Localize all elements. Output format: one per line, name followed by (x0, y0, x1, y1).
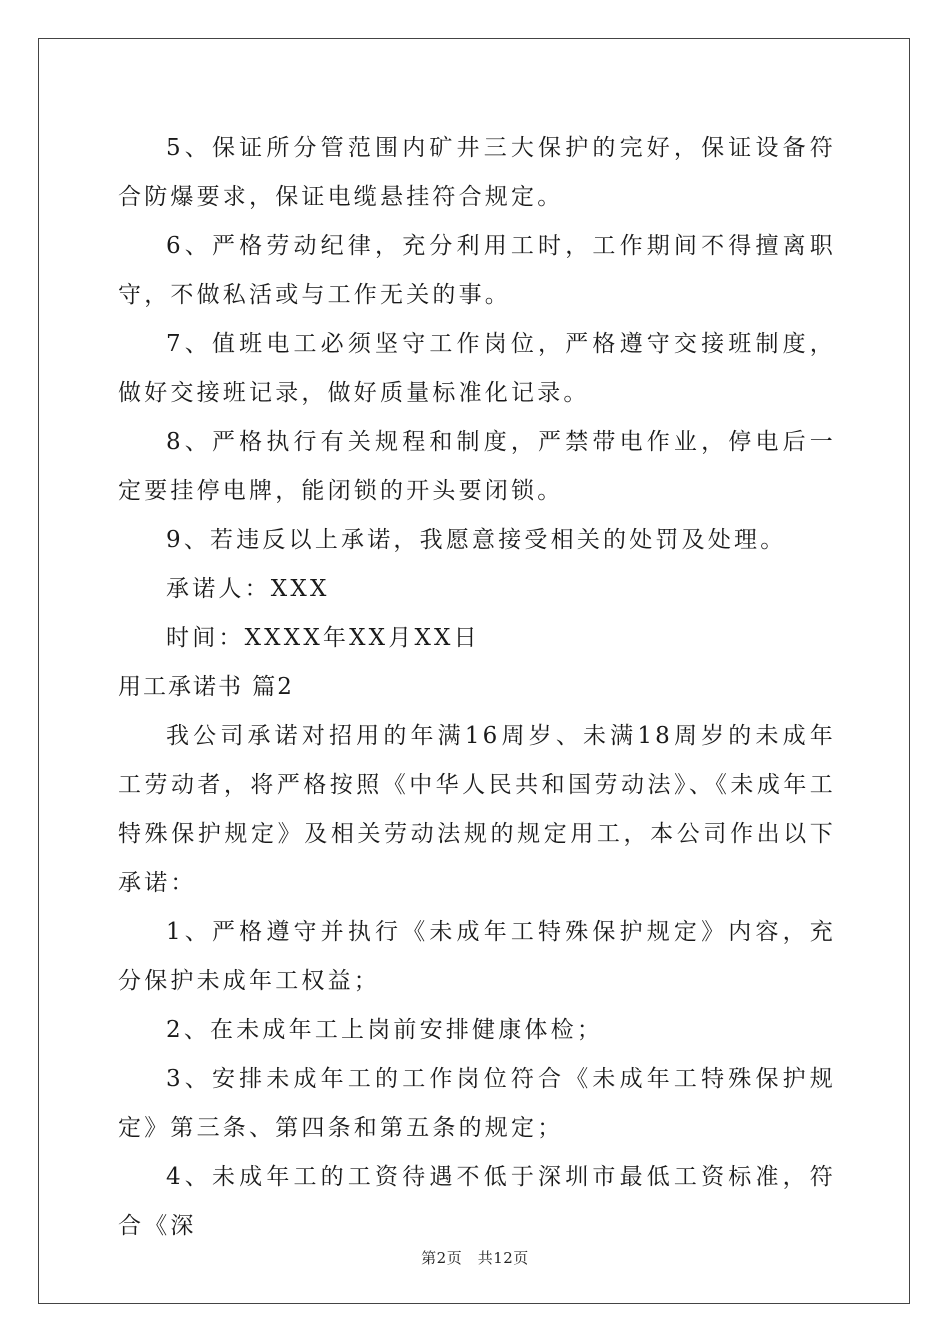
intro-paragraph: 我公司承诺对招用的年满16周岁、未满18周岁的未成年工劳动者，将严格按照《中华人民共和国劳动法》、《未成年工特殊保护规定》及相关劳动法规的规定用工，本公司作出以下承诺： (118, 723, 836, 896)
section-heading: 用工承诺书 篇2 (118, 674, 294, 700)
page-footer: 第2页 共12页 (421, 1249, 529, 1267)
paragraph-item-1: 1、严格遵守并执行《未成年工特殊保护规定》内容，充分保护未成年工权益； (118, 919, 836, 994)
paragraph-item-4: 4、未成年工的工资待遇不低于深圳市最低工资标准，符合《深 (118, 1164, 836, 1239)
paragraph-item-5: 5、保证所分管范围内矿井三大保护的完好，保证设备符合防爆要求，保证电缆悬挂符合规定。 (118, 135, 836, 210)
paragraph-item-3: 3、安排未成年工的工作岗位符合《未成年工特殊保护规定》第三条、第四条和第五条的规定； (118, 1066, 836, 1141)
paragraph-item-8: 8、严格执行有关规程和制度，严禁带电作业，停电后一定要挂停电牌，能闭锁的开头要闭锁。 (118, 429, 836, 504)
document-body (118, 124, 836, 1251)
paragraph-item-9: 9、若违反以上承诺，我愿意接受相关的处罚及处理。 (166, 527, 787, 553)
date-line: 时间：XXXX年XX月XX日 (166, 625, 480, 651)
paragraph-item-6: 6、严格劳动纪律，充分利用工时，工作期间不得擅离职守，不做私活或与工作无关的事。 (118, 233, 836, 308)
paragraph-item-7: 7、值班电工必须坚守工作岗位，严格遵守交接班制度，做好交接班记录，做好质量标准化记录。 (118, 331, 836, 406)
signatory-line: 承诺人：XXX (166, 576, 330, 602)
paragraph-item-2: 2、在未成年工上岗前安排健康体检； (166, 1017, 604, 1043)
